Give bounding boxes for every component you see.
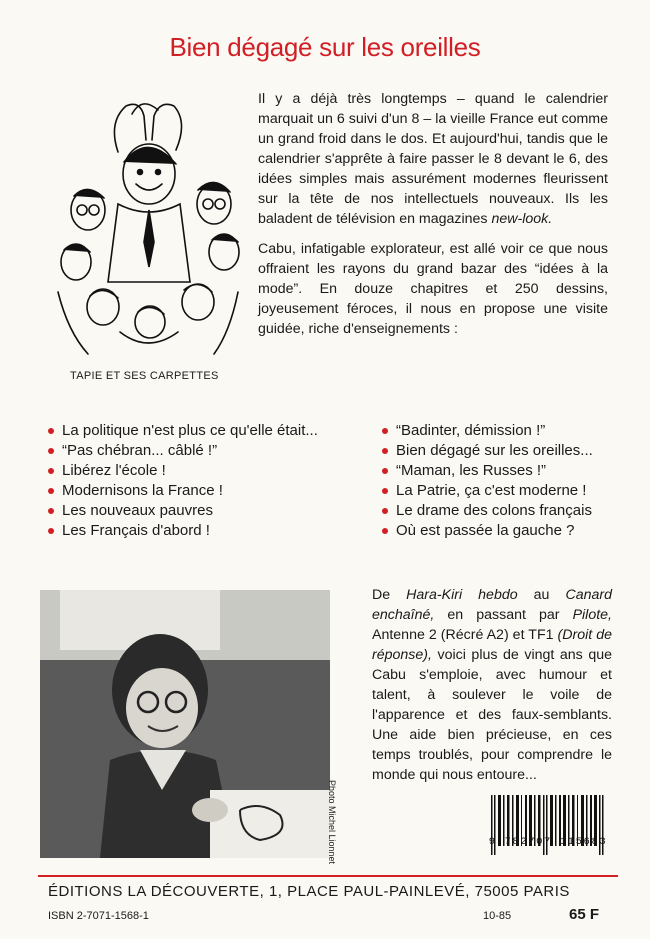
bullet-icon [382,508,388,514]
bullet-icon [382,428,388,434]
cartoon-caption: TAPIE ET SES CARPETTES [70,370,219,382]
chapter-list-left [46,421,336,541]
price: 65 F [569,906,600,923]
list-item: Où est passée la gauche ? [380,521,630,541]
photo-credit: Photo Michel Lionnet [327,780,337,865]
list-item: Les nouveaux pauvres [46,501,336,521]
divider [38,875,618,877]
cartoon-illustration [48,92,248,362]
barcode-number: 9 782707 115683 [488,836,608,848]
author-bio [372,585,612,795]
list-item: “Badinter, démission !” [380,421,630,441]
bullet-icon [48,448,54,454]
bullet-icon [382,448,388,454]
chapter-list-right [380,421,630,541]
author-bio-paragraph: De Hara-Kiri hebdo au Canard enchaîné, en passant par Pilote, Antenne 2 (Récré A2) et TF1 (Droit de réponse), voici plus de vingt ans que Cabu s'emploie, avec humour et talent, à soulever le voile de l'apparence et des faux-semblants. Une aide bien précieuse, en ces temps troublés, pour comprendre le monde qui nous entoure... [372,587,613,783]
intro-paragraph-2: Cabu, infatigable explorateur, est allé voir ce que nous offraient les rayons du grand bazar des “idées à la mode”. En douze chapitres et 250 dessins, joyeusement féroces, il nous en propose une visite guidée, riche d'enseignements : [258,241,608,337]
list-item: La Patrie, ça c'est moderne ! [380,481,630,501]
bullet-icon [48,468,54,474]
book-title: Bien dégagé sur les oreilles [169,32,481,62]
date-code: 10-85 [483,910,512,922]
list-item: “Pas chébran... câblé !” [46,441,336,461]
isbn: ISBN 2-7071-1568-1 [48,910,149,922]
bullet-icon [48,428,54,434]
bullet-icon [48,508,54,514]
bullet-icon [48,488,54,494]
bullet-icon [382,528,388,534]
bullet-icon [48,528,54,534]
intro-text [258,89,608,349]
bullet-icon [382,468,388,474]
list-item: Le drame des colons français [380,501,630,521]
list-item: Modernisons la France ! [46,481,336,501]
list-item: La politique n'est plus ce qu'elle était... [46,421,336,441]
publisher-address: ÉDITIONS LA DÉCOUVERTE, 1, PLACE PAUL-PAINLEVÉ, 75005 PARIS [48,883,570,900]
author-photo [40,590,330,858]
list-item: Libérez l'école ! [46,461,336,481]
list-item: Les Français d'abord ! [46,521,336,541]
bullet-icon [382,488,388,494]
list-item: “Maman, les Russes !” [380,461,630,481]
intro-paragraph-1: Il y a déjà très longtemps – quand le calendrier marquait un 6 suivi d'un 8 – la vieille France eut comme un grand froid dans le dos. Et aujourd'hui, tandis que le calendrier s'apprête à faire passer le 8 devant le 6, des idées simples mais assurément modernes fleurissent sur la tête de nos intellectuels nouveaux. Ils les baladent de télévision en magazines new-look. [258,91,608,227]
list-item: Bien dégagé sur les oreilles... [380,441,630,461]
intro-italic: new-look. [491,211,553,227]
